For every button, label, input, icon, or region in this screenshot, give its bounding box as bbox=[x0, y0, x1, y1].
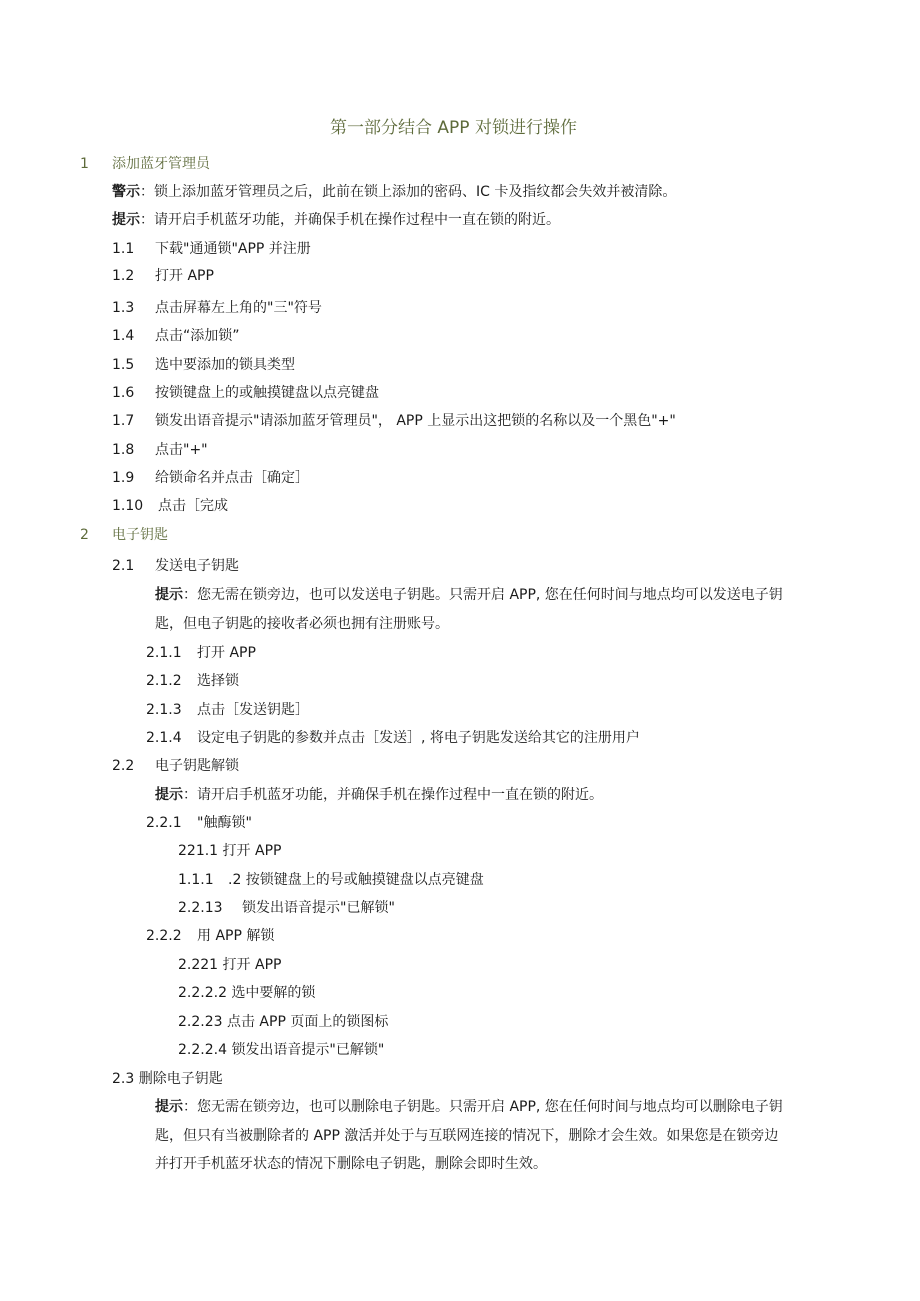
step-number: 2.2.2.4 bbox=[178, 1042, 227, 1058]
step-text: 点击［发送钥匙］ bbox=[197, 702, 309, 718]
step-number: 1.7 bbox=[112, 413, 135, 429]
tip-paragraph bbox=[155, 585, 783, 605]
step-text: 打开 APP bbox=[222, 957, 282, 973]
warning-label: 警示 bbox=[112, 184, 140, 200]
subsection-heading: 2.3 删除电子钥匙 bbox=[112, 1071, 223, 1087]
step-item bbox=[178, 1040, 384, 1060]
tip-paragraph bbox=[155, 785, 603, 805]
step-item bbox=[178, 898, 395, 918]
step-text: 选择锁 bbox=[197, 673, 239, 689]
tip-label: 提示 bbox=[155, 587, 183, 603]
step-item bbox=[112, 496, 228, 516]
step-number: 2.2.23 bbox=[178, 1014, 223, 1030]
tip-text: ：请开启手机蓝牙功能，并确保手机在操作过程中一直在锁的附近。 bbox=[140, 212, 560, 228]
step-item bbox=[146, 671, 239, 691]
step-number: 1.3 bbox=[112, 300, 135, 316]
step-item bbox=[112, 440, 208, 460]
step-text: 打开 APP bbox=[155, 268, 214, 284]
step-item bbox=[146, 700, 309, 720]
tip-text-continued: 匙，但只有当被删除者的 APP 激活并处于与互联网连接的情况下，删除才会生效。如果您是在锁旁边 bbox=[155, 1128, 779, 1144]
step-number: 1.1 bbox=[112, 241, 135, 257]
step-item bbox=[112, 239, 311, 259]
step-item bbox=[112, 411, 676, 431]
subsubsection-title: "触酶锁" bbox=[197, 815, 252, 831]
step-number: 2.221 bbox=[178, 957, 219, 973]
subsubsection-number: 2.2.1 bbox=[146, 815, 182, 831]
subsection-heading bbox=[112, 556, 239, 576]
step-item bbox=[146, 643, 256, 663]
step-text: 锁发出语音提示"已解锁" bbox=[242, 900, 395, 916]
step-text: 按锁键盘上的或触摸键盘以点亮键盘 bbox=[155, 385, 379, 401]
step-text: .2 按锁键盘上的号或触摸键盘以点亮键盘 bbox=[228, 872, 484, 888]
step-number: 1.8 bbox=[112, 442, 135, 458]
step-item bbox=[178, 955, 281, 975]
step-number: 1.6 bbox=[112, 385, 135, 401]
step-text: 点击 APP 页面上的锁图标 bbox=[226, 1014, 389, 1030]
step-number: 2.2.13 bbox=[178, 900, 223, 916]
step-number: 1.1.1 bbox=[178, 872, 214, 888]
step-text: 给锁命名并点击［确定］ bbox=[155, 470, 309, 486]
subsection-heading bbox=[112, 756, 239, 776]
step-text: 锁发出语音提示"已解锁" bbox=[231, 1042, 385, 1058]
step-number: 2.2.2.2 bbox=[178, 985, 227, 1001]
step-item bbox=[146, 728, 640, 748]
subsubsection-heading bbox=[146, 813, 252, 833]
subsection-title: 电子钥匙解锁 bbox=[155, 758, 239, 774]
tip-text-continued: 并打开手机蓝牙状态的情况下删除电子钥匙，删除会即时生效。 bbox=[155, 1156, 547, 1172]
step-item bbox=[112, 468, 309, 488]
step-text: 点击“添加锁” bbox=[155, 328, 240, 344]
section-2-heading: 电子钥匙 bbox=[112, 527, 168, 543]
tip-text-continued: 匙，但电子钥匙的接收者必须也拥有注册账号。 bbox=[155, 616, 449, 632]
step-item bbox=[112, 298, 322, 318]
subsubsection-number: 2.2.2 bbox=[146, 928, 182, 944]
tip-label: 提示 bbox=[155, 787, 183, 803]
step-item bbox=[112, 326, 240, 346]
step-item bbox=[178, 1012, 388, 1032]
step-text: 选中要添加的锁具类型 bbox=[155, 357, 295, 373]
step-item bbox=[178, 983, 315, 1003]
tip-paragraph bbox=[112, 210, 560, 230]
step-text: 设定电子钥匙的参数并点击［发送］, 将电子钥匙发送给其它的注册用户 bbox=[197, 730, 640, 746]
step-text: 锁发出语音提示"请添加蓝牙管理员"， APP 上显示出这把锁的名称以及一个黑色"+" bbox=[155, 413, 676, 429]
step-item bbox=[112, 355, 295, 375]
tip-text: ：请开启手机蓝牙功能，并确保手机在操作过程中一直在锁的附近。 bbox=[183, 787, 603, 803]
step-text: 点击屏幕左上角的"三"符号 bbox=[155, 300, 322, 316]
warning-paragraph bbox=[112, 182, 676, 202]
subsection-number: 2.1 bbox=[112, 558, 135, 574]
tip-label: 提示 bbox=[155, 1099, 183, 1115]
page-title: 第一部分结合 APP 对锁进行操作 bbox=[330, 118, 577, 138]
tip-label: 提示 bbox=[112, 212, 140, 228]
step-number: 2.1.3 bbox=[146, 702, 182, 718]
step-item bbox=[112, 383, 379, 403]
section-2-number: 2 bbox=[80, 527, 89, 543]
step-item bbox=[178, 870, 484, 890]
step-number: 1.4 bbox=[112, 328, 135, 344]
tip-text: ：您无需在锁旁边，也可以发送电子钥匙。只需开启 APP, 您在任何时间与地点均可以发送电子钥 bbox=[183, 587, 783, 603]
subsubsection-title: 用 APP 解锁 bbox=[197, 928, 275, 944]
section-1-heading: 添加蓝牙管理员 bbox=[112, 156, 210, 172]
warning-text: ：锁上添加蓝牙管理员之后，此前在锁上添加的密码、IC 卡及指纹都会失效并被清除。 bbox=[140, 184, 677, 200]
step-number: 2.1.2 bbox=[146, 673, 182, 689]
step-text: 点击"+" bbox=[155, 442, 208, 458]
step-text: 下载"通通锁"APP 并注册 bbox=[155, 241, 311, 257]
step-number: 1.9 bbox=[112, 470, 135, 486]
step-number: 1.2 bbox=[112, 268, 135, 284]
step-item bbox=[112, 266, 214, 286]
step-number: 221.1 bbox=[178, 843, 219, 859]
step-text: 打开 APP bbox=[222, 843, 282, 859]
section-1-number: 1 bbox=[80, 156, 89, 172]
step-text: 选中要解的锁 bbox=[231, 985, 316, 1001]
step-number: 1.10 bbox=[112, 498, 144, 514]
step-text: 点击［完成 bbox=[158, 498, 228, 514]
step-number: 2.1.1 bbox=[146, 645, 182, 661]
step-number: 1.5 bbox=[112, 357, 135, 373]
subsubsection-heading bbox=[146, 926, 274, 946]
step-number: 2.1.4 bbox=[146, 730, 182, 746]
step-text: 打开 APP bbox=[197, 645, 256, 661]
tip-text: ：您无需在锁旁边，也可以删除电子钥匙。只需开启 APP, 您在任何时间与地点均可以删除电子钥 bbox=[183, 1099, 783, 1115]
tip-paragraph bbox=[155, 1097, 783, 1117]
subsection-number: 2.2 bbox=[112, 758, 135, 774]
subsection-title: 发送电子钥匙 bbox=[155, 558, 239, 574]
step-item bbox=[178, 841, 281, 861]
